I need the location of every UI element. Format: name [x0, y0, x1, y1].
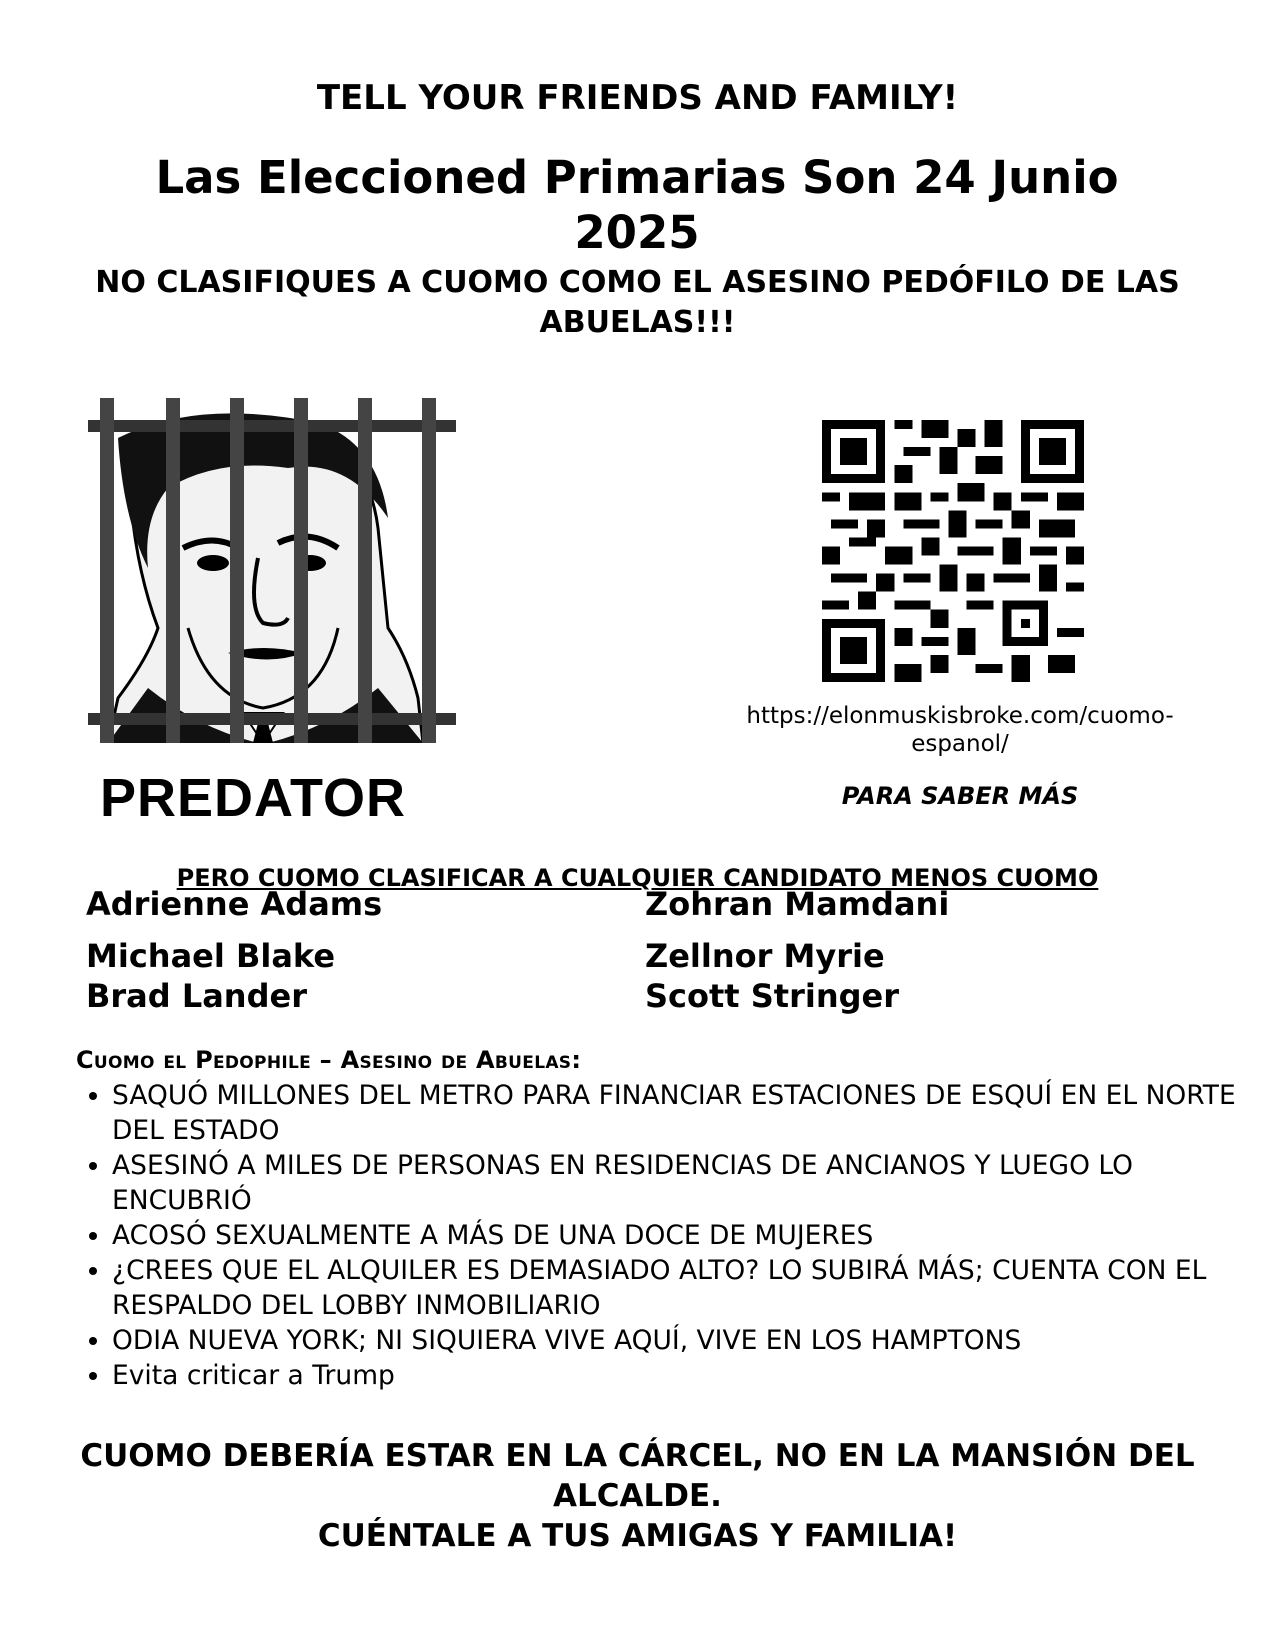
footer-line: CUÉNTALE A TUS AMIGAS Y FAMILIA! [317, 1518, 958, 1554]
list-item: • SAQUÓ MILLONES DEL METRO PARA FINANCIAR ESTACIONES DE ESQUÍ EN EL NORTE DEL ESTADO [112, 1078, 1252, 1148]
list-item: • ODIA NUEVA YORK; NI SIQUIERA VIVE AQUÍ, VIVE EN LOS HAMPTONS [112, 1323, 1252, 1358]
rank-heading: PERO CUOMO CLASIFICAR A CUALQUIER CANDIDATO MENOS CUOMO [176, 864, 1099, 892]
list-item: • ¿CREES QUE EL ALQUILER ES DEMASIADO ALTO? LO SUBIRÁ MÁS; CUENTA CON EL RESPALDO DEL LOBBY INMOBILIARIO [112, 1253, 1252, 1323]
crimes-heading: Cuomo el Pedophile – Asesino de Abuelas: [76, 1046, 582, 1074]
qr-code-icon[interactable] [822, 420, 1084, 682]
top-heading: TELL YOUR FRIENDS AND FAMILY! [316, 78, 959, 118]
candidate-name: Zohran Mamdani [645, 885, 950, 923]
list-item: • ASESINÓ A MILES DE PERSONAS EN RESIDENCIAS DE ANCIANOS Y LUEGO LO ENCUBRIÓ [112, 1148, 1252, 1218]
candidate-name: Adrienne Adams [86, 885, 383, 923]
footer-line: CUOMO DEBERÍA ESTAR EN LA CÁRCEL, NO EN LA MANSIÓN DEL ALCALDE. [80, 1438, 1195, 1514]
crimes-list [70, 1078, 1252, 1393]
candidate-name: Zellnor Myrie [645, 937, 885, 975]
subtitle: NO CLASIFIQUES A CUOMO COMO EL ASESINO PEDÓFILO DE LAS ABUELAS!!! [95, 265, 1180, 340]
list-item: • Evita criticar a Trump [112, 1358, 1252, 1393]
learn-more-label: PARA SABER MÁS [841, 782, 1079, 810]
jailed-caricature-icon [88, 398, 456, 743]
candidate-name: Brad Lander [86, 977, 307, 1015]
page-title: Las Eleccioned Primarias Son 24 Junio 2025 [155, 151, 1119, 259]
predator-caption: PREDATOR [100, 768, 407, 828]
candidate-name: Scott Stringer [645, 977, 899, 1015]
list-item: • ACOSÓ SEXUALMENTE A MÁS DE UNA DOCE DE MUJERES [112, 1218, 1252, 1253]
qr-url[interactable]: https://elonmuskisbroke.com/cuomo-espanol/ [746, 703, 1174, 757]
footer [80, 1436, 1195, 1556]
candidate-name: Michael Blake [86, 937, 336, 975]
